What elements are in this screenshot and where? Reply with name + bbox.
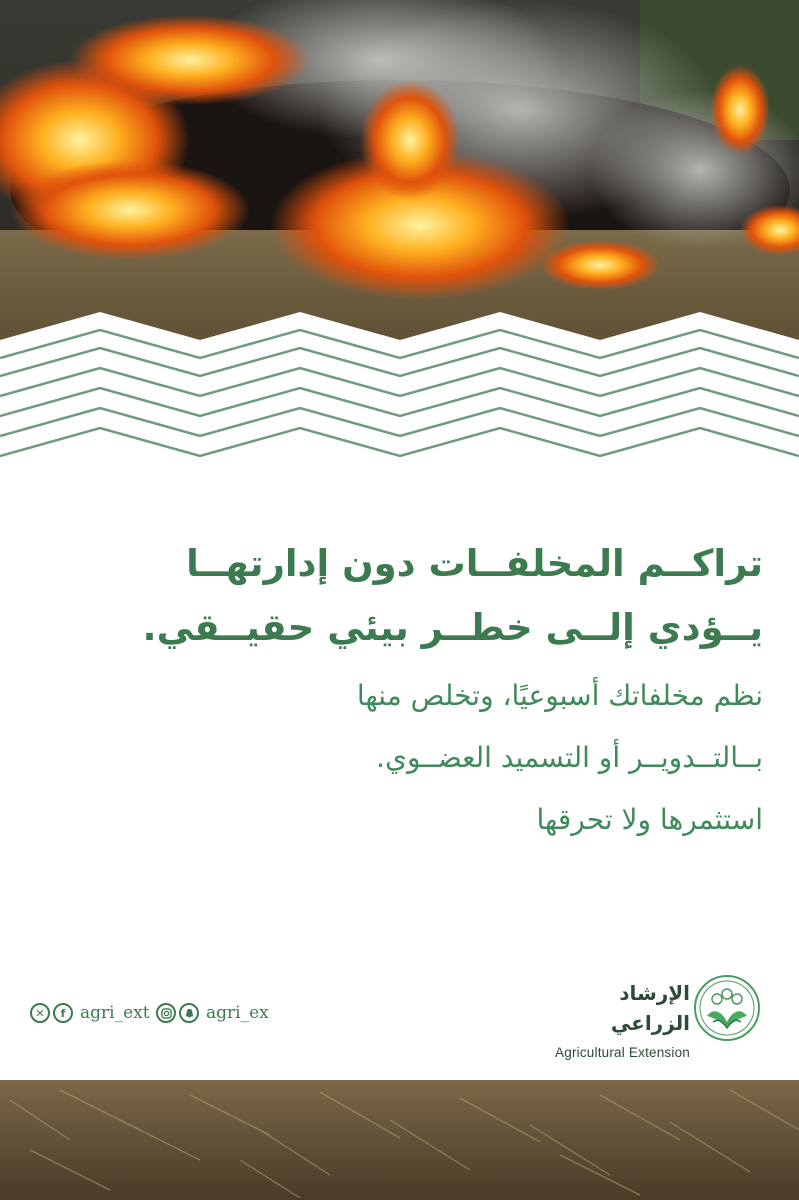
body-line-3: استثمرها ولا تحرقها: [536, 803, 763, 836]
headline-line-1: تراكــم المخلفــات دون إدارتهــا: [186, 542, 763, 585]
agricultural-extension-logo: [693, 974, 761, 1042]
snapchat-icon[interactable]: [179, 1003, 199, 1023]
instagram-icon[interactable]: [156, 1003, 176, 1023]
brand-block: [540, 978, 690, 1062]
wave-lines-decoration: [0, 300, 799, 475]
body-line-1: نظم مخلفاتك أسبوعيًا، وتخلص منها: [356, 679, 763, 712]
headline-line-2: يــؤدي إلــى خطــر بيئي حقيــقي.: [142, 606, 763, 649]
body-line-2: بــالتــدويــر أو التسميد العضــوي.: [376, 741, 763, 774]
social-group-instagram-snapchat: [156, 1003, 269, 1023]
headline: [23, 532, 763, 660]
social-handle[interactable]: agri_ext: [80, 1003, 150, 1023]
straw-field-photo: [0, 1080, 799, 1200]
x-icon[interactable]: ✕: [30, 1003, 50, 1023]
brand-name-english: Agricultural Extension: [555, 1045, 690, 1060]
social-group-x-facebook: [30, 1003, 150, 1023]
social-handle[interactable]: agri_ex: [206, 1003, 269, 1023]
facebook-icon[interactable]: f: [53, 1003, 73, 1023]
brand-name-arabic: الإرشاد الزراعي: [610, 981, 690, 1035]
